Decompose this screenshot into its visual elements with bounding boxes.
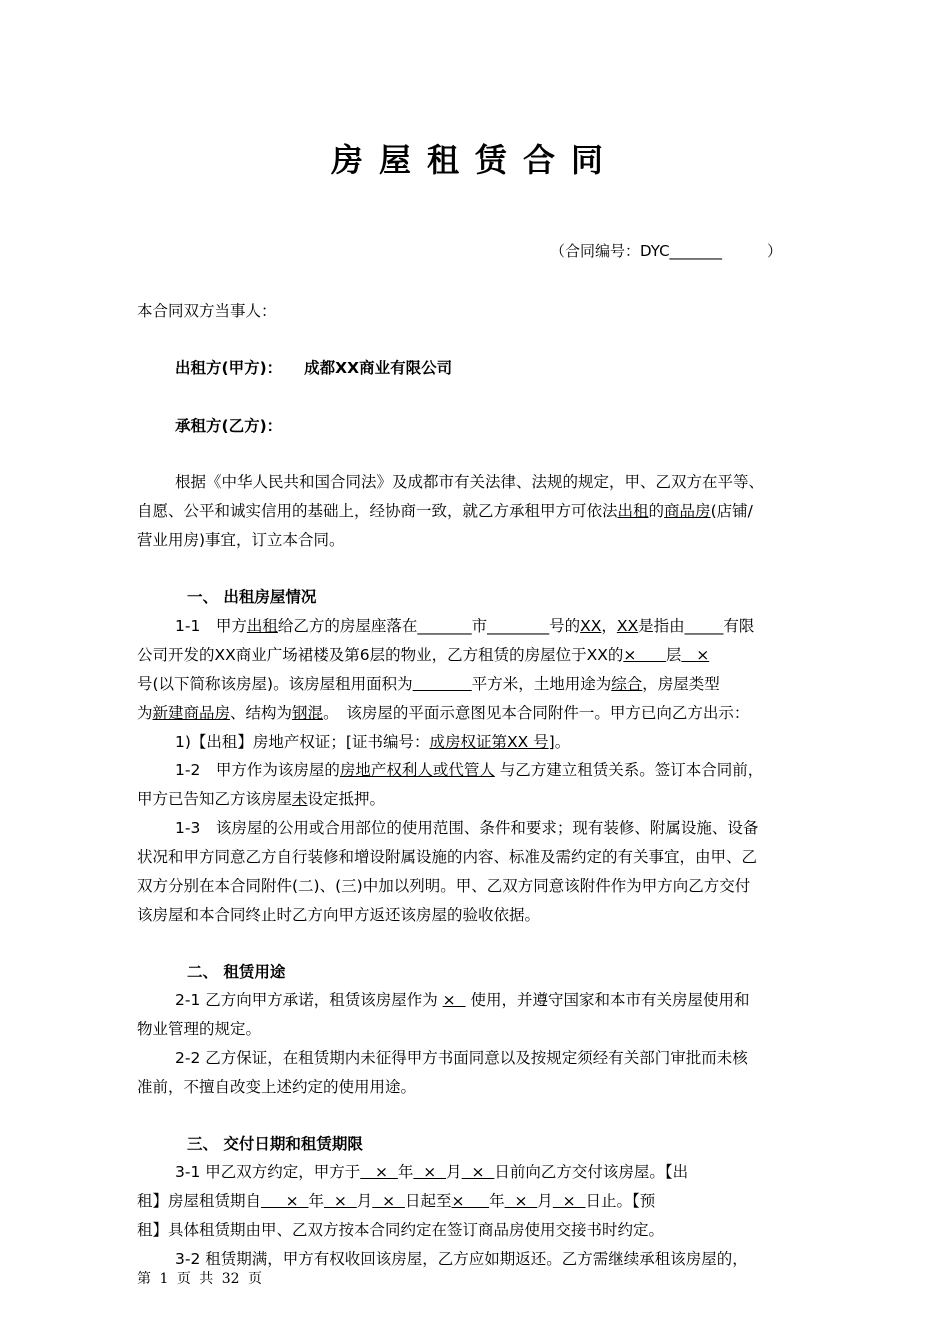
text-span: 3-1 甲乙双方约定，甲方于: [175, 1163, 361, 1181]
lessor-label: 出租方(甲方)：: [175, 359, 283, 377]
clause-1-1-line-2: [137, 643, 817, 665]
text-span: 设定抵押。: [307, 790, 386, 808]
underlined-term: XX: [580, 617, 602, 635]
clause-1-1-line-4: [137, 701, 817, 723]
blank-field: ×: [372, 1192, 405, 1210]
parties-intro: 本合同双方当事人：: [137, 302, 277, 320]
underlined-term: 出租: [246, 617, 278, 635]
clause-2-1-line-2: 物业管理的规定。: [137, 1020, 262, 1038]
blank-field: [413, 675, 472, 693]
underlined-term: 房地产权利人或代管人: [339, 761, 495, 779]
text-span: 1-2 甲方作为该房屋的: [175, 761, 340, 779]
clause-1-1-line-1: [175, 614, 817, 636]
text-span: 1)【出租】房地产权证；[证书编号：: [175, 733, 430, 751]
underlined-term: 出租: [617, 502, 649, 520]
lessee-label: 承租方(乙方)：: [175, 417, 283, 435]
text-span: 给乙方的房屋座落在_______市________号的: [277, 617, 581, 635]
page-number: 1: [159, 1271, 169, 1287]
blank-field: ×: [504, 1192, 538, 1210]
page-title: 房屋租赁合同: [330, 141, 619, 179]
text-span: 使用，并遵守国家和本市有关房屋使用和: [465, 991, 750, 1009]
blank-field: ×: [324, 1192, 357, 1210]
text-span: 自愿、公平和诚实信用的基础上，经协商一致，就乙方承租甲方可依法: [137, 502, 618, 520]
clause-3-2-line-1: 3-2 租赁期满，甲方有权收回该房屋，乙方应如期返还。乙方需继续承租该房屋的，: [175, 1250, 748, 1268]
clause-3-1-line-1: [175, 1160, 817, 1182]
text-span: 月: [537, 1192, 553, 1210]
certificate-number: 成房权证第XX 号: [429, 733, 549, 751]
clause-2-2-line-2: 准前，不擅自改变上述约定的使用用途。: [137, 1078, 417, 1096]
blank-field: ×: [360, 1163, 398, 1181]
blank-field: ×: [461, 1163, 495, 1181]
text-span: 月: [446, 1163, 462, 1181]
blank-field: ×: [413, 1163, 447, 1181]
text-span: ]。: [548, 733, 571, 751]
text-span: 日起至: [404, 1192, 452, 1210]
text-span: 。 该房屋的平面示意图见本合同附件一。甲方已向乙方出示：: [323, 704, 750, 722]
preamble-line-3: 营业用房)事宜，订立本合同。: [137, 531, 345, 549]
text-span: 2-1 乙方向甲方承诺，租赁该房屋作为: [175, 991, 443, 1009]
section-1-heading: 一、 出租房屋情况: [187, 588, 317, 606]
footer-text: 页: [248, 1271, 263, 1287]
text-span: 1-1 甲方: [175, 617, 247, 635]
footer-text: 共: [199, 1271, 214, 1287]
text-span: 公司开发的XX商业广场裙楼及第6层的物业，乙方租赁的房屋位于XX的: [137, 646, 624, 664]
clause-2-2-line-1: 2-2 乙方保证，在租赁期内未征得甲方书面同意以及按规定须经有关部门审批而未核: [175, 1049, 748, 1067]
preamble-line-1: 根据《中华人民共和国合同法》及成都市有关法律、法规的规定，甲、乙双方在平等、: [175, 473, 765, 491]
lessor-line: [175, 356, 817, 378]
text-span: 与乙方建立租赁关系。签订本合同前，: [494, 761, 764, 779]
lessor-name: 成都XX商业有限公司: [304, 359, 453, 377]
clause-1-3-line-2: 状况和甲方同意乙方自行装修和增设附属设施的内容、标准及需约定的有关事宜，由甲、乙: [137, 848, 758, 866]
underlined-term: 钢混: [292, 704, 324, 722]
text-span: 日前向乙方交付该房屋。【出: [494, 1163, 689, 1181]
text-span: 号(以下简称该房屋)。该房屋租用面积为: [137, 675, 413, 693]
text-span: 日止。【预: [585, 1192, 656, 1210]
footer-text: 页: [176, 1271, 191, 1287]
text-span: 层: [665, 646, 682, 664]
section-2-heading: 二、 租赁用途: [187, 963, 286, 981]
page-total: 32: [221, 1271, 240, 1287]
underlined-term: 商品房: [664, 502, 711, 520]
text-span: 租】房屋租赁期自: [137, 1192, 262, 1210]
clause-3-1-line-3: 租】具体租赁期由甲、乙双方按本合同约定在签订商品房使用交接书时约定。: [137, 1221, 665, 1239]
text-span: (店铺/: [710, 502, 753, 520]
blank-field: ×: [261, 1192, 309, 1210]
text-span: ，: [601, 617, 617, 635]
text-span: ，房屋类型: [642, 675, 720, 693]
blank-field: ×: [451, 1192, 490, 1210]
text-span: 、结构为: [230, 704, 293, 722]
text-span: 年: [397, 1163, 414, 1181]
page-footer: [137, 1268, 266, 1288]
underlined-term: 新建商品房: [152, 704, 231, 722]
section-3-heading: 三、 交付日期和租赁期限: [187, 1135, 363, 1153]
clause-1-1-line-5: [175, 730, 817, 752]
blank-field: ×: [623, 646, 666, 664]
clause-1-2-line-2: [137, 787, 817, 809]
text-span: 甲方已告知乙方该房屋: [137, 790, 293, 808]
underlined-term: XX: [616, 617, 639, 635]
blank-field: ×: [681, 646, 710, 664]
lessee-line: [175, 414, 817, 436]
underlined-term: 未: [292, 790, 308, 808]
text-span: 年: [308, 1192, 325, 1210]
clause-1-2-line-1: [175, 758, 817, 780]
preamble-line-2: [137, 499, 817, 521]
text-span: 是指由_____有限: [638, 617, 755, 635]
blank-field: ×: [442, 991, 466, 1009]
clause-3-1-line-2: [137, 1189, 817, 1211]
text-span: 年: [489, 1192, 505, 1210]
text-span: 月: [356, 1192, 373, 1210]
blank-field: ×: [552, 1192, 586, 1210]
text-span: 平方米，土地用途为: [471, 675, 612, 693]
clause-1-3-line-3: 双方分别在本合同附件(二)、(三)中加以列明。甲、乙双方同意该附件作为甲方向乙方交付: [137, 877, 751, 895]
text-span: 为: [137, 704, 153, 722]
clause-2-1-line-1: [175, 988, 817, 1010]
clause-1-3-line-4: 该房屋和本合同终止时乙方向甲方返还该房屋的验收依据。: [137, 906, 541, 924]
clause-1-3-line-1: 1-3 该房屋的公用或合用部位的使用范围、条件和要求；现有装修、附属设施、设备: [175, 819, 759, 837]
text-span: 的: [648, 502, 665, 520]
contract-number: （合同编号：DYC_______ ）: [550, 242, 783, 260]
underlined-term: 综合: [611, 675, 643, 693]
clause-1-1-line-3: [137, 672, 817, 694]
footer-text: 第: [137, 1271, 151, 1287]
